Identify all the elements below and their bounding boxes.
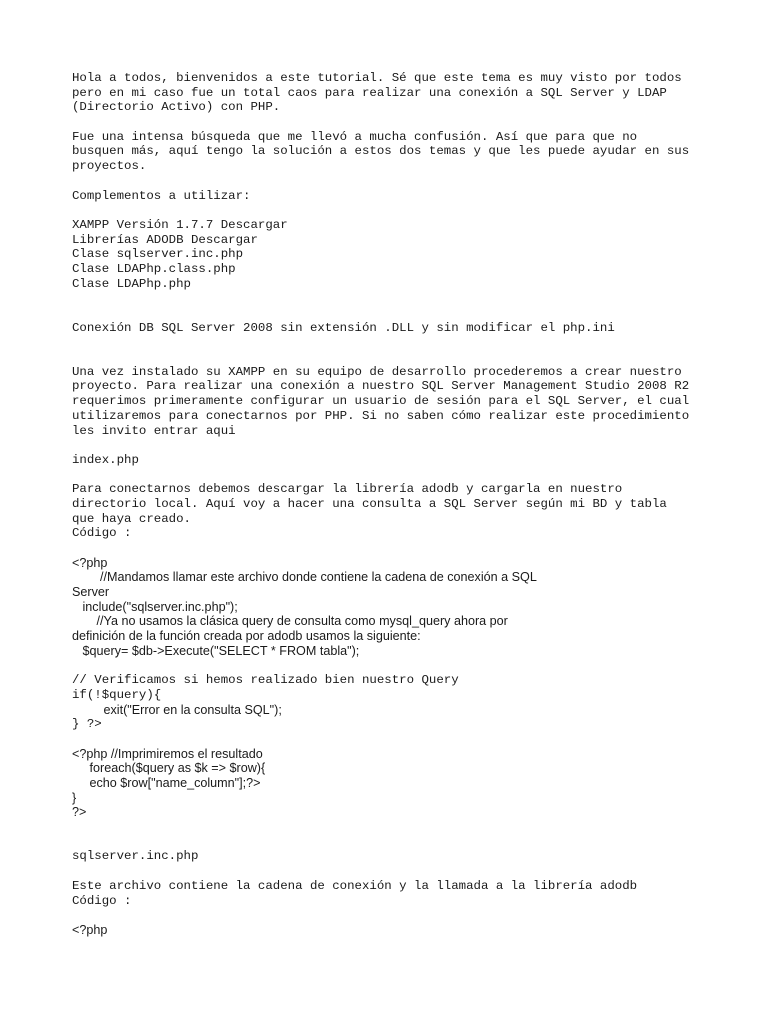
spacer [72, 203, 732, 218]
text-line: que haya creado. [72, 511, 191, 526]
spacer [72, 174, 732, 189]
text-line: Para conectarnos debemos descargar la librería adodb y cargarla en nuestro [72, 482, 623, 497]
spacer [72, 291, 732, 306]
document-page [72, 71, 732, 938]
text-line: pero en mi caso fue un total caos para realizar una conexión a SQL Server y LDAP [72, 85, 667, 100]
spacer [72, 350, 732, 365]
complements-heading: Complementos a utilizar: [72, 188, 251, 203]
spacer [72, 864, 732, 879]
spacer [72, 659, 732, 674]
list-item: Clase LDAPhp.class.php [72, 261, 236, 276]
code-line: ?> [72, 805, 87, 820]
text-line: requerimos primeramente configurar un usuario de sesión para el SQL Server, el cual [72, 394, 690, 409]
text-line: Fue una intensa búsqueda que me llevó a mucha confusión. Así que para que no [72, 129, 638, 144]
code-line: //Ya no usamos la clásica query de consulta como mysql_query ahora por [72, 614, 508, 629]
spacer [72, 820, 732, 835]
spacer [72, 335, 732, 350]
code-block-connection [72, 923, 732, 938]
spacer [72, 835, 732, 850]
index-heading: index.php [72, 452, 139, 467]
code-line: exit("Error en la consulta SQL"); [72, 702, 282, 717]
code-line: $query= $db->Execute("SELECT * FROM tabla"); [72, 643, 360, 658]
list-item: Librerías ADODB Descargar [72, 232, 258, 247]
code-line: foreach($query as $k => $row){ [72, 761, 266, 776]
section-title: Conexión DB SQL Server 2008 sin extensión .DLL y sin modificar el php.ini [72, 320, 615, 335]
text-line: proyecto. Para realizar una conexión a nuestro SQL Server Management Studio 2008 R2 [72, 379, 690, 394]
text-line: Código : [72, 526, 132, 541]
sqlserver-heading: sqlserver.inc.php [72, 849, 199, 864]
code-line: <?php [72, 922, 108, 937]
code-line: echo $row["name_column"];?> [72, 776, 261, 790]
text-line: utilizaremos para conectarnos por PHP. Si no saben cómo realizar este procedimiento [72, 408, 690, 423]
code-line: Server [72, 585, 110, 600]
text-line: les invito entrar aqui [72, 423, 236, 438]
spacer [72, 438, 732, 453]
code-line: // Verificamos si hemos realizado bien nuestro Query [72, 673, 459, 688]
code-line: <?php [72, 555, 108, 570]
spacer [72, 115, 732, 130]
text-line: Una vez instalado su XAMPP en su equipo de desarrollo procederemos a crear nuestro [72, 364, 682, 379]
code-line: include("sqlserver.inc.php"); [72, 599, 238, 614]
text-line: (Directorio Activo) con PHP. [72, 100, 281, 115]
code-line: if(!$query){ [72, 687, 162, 702]
install-paragraph [72, 365, 732, 438]
text-line: busquen más, aquí tengo la solución a estos dos temas y que les puede ayudar en sus [72, 144, 690, 159]
code-line: definición de la función creada por adodb usamos la siguiente: [72, 629, 421, 644]
code-line: <?php //Imprimiremos el resultado [72, 746, 263, 761]
spacer [72, 908, 732, 923]
text-line: Código : [72, 893, 132, 908]
code-block-query [72, 556, 732, 659]
spacer [72, 468, 732, 483]
code-block-verify [72, 673, 732, 732]
list-item: XAMPP Versión 1.7.7 Descargar [72, 217, 288, 232]
code-line: } ?> [72, 717, 102, 732]
spacer [72, 541, 732, 556]
list-item: Clase LDAPhp.php [72, 276, 191, 291]
code-line: } [72, 790, 77, 805]
text-line: directorio local. Aquí voy a hacer una consulta a SQL Server según mi BD y tabla [72, 496, 667, 511]
complements-list [72, 218, 732, 291]
text-line: Este archivo contiene la cadena de conexión y la llamada a la librería adodb [72, 878, 638, 893]
code-block-print [72, 747, 732, 820]
list-item: Clase sqlserver.inc.php [72, 247, 244, 262]
text-line: proyectos. [72, 159, 147, 174]
search-paragraph [72, 130, 732, 174]
sqlserver-description [72, 879, 732, 908]
intro-paragraph [72, 71, 732, 115]
connect-paragraph [72, 482, 732, 541]
spacer [72, 732, 732, 747]
spacer [72, 306, 732, 321]
text-line: Hola a todos, bienvenidos a este tutorial. Sé que este tema es muy visto por todos [72, 71, 682, 85]
code-line: //Mandamos llamar este archivo donde contiene la cadena de conexión a SQL [72, 570, 537, 585]
